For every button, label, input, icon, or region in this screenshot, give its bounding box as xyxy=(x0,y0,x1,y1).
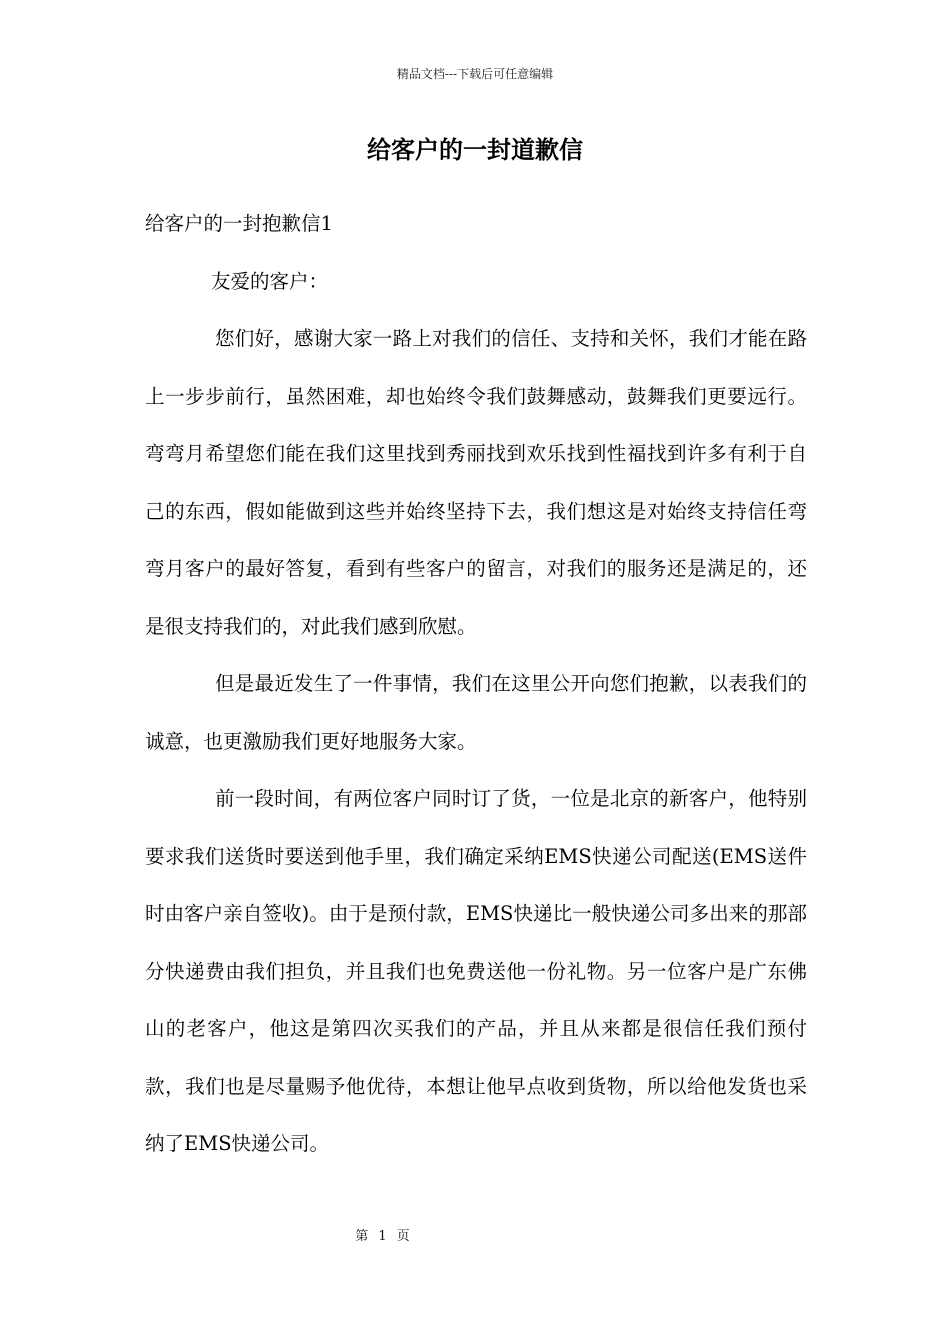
salutation: 友爱的客户： xyxy=(211,269,329,293)
paragraph-3: 前一段时间，有两位客户同时订了货，一位是北京的新客户，他特别要求我们送货时要送到他手里，我们确定采纳EMS快递公司配送(EMS送件时由客户亲自签收)。由于是预付款，EMS快递比一般快递公司多出来的那部分快递费由我们担负，并且我们也免费送他一份礼物。另一位客户是广东佛山的老客户，他这是第四次买我们的产品，并且从来都是很信任我们预付款，我们也是尽量赐予他优待，本想让他早点收到货物，所以给他发货也采纳了EMS快递公司。 xyxy=(145,787,807,1155)
page-number: 1 xyxy=(378,1229,387,1244)
page-header: 精品文档---下载后可任意编辑 xyxy=(396,67,554,81)
document-subtitle: 给客户的一封抱歉信1 xyxy=(145,212,333,235)
footer-prefix: 第 xyxy=(355,1229,369,1244)
document-body xyxy=(145,195,807,1173)
document-title: 给客户的一封道歉信 xyxy=(367,135,583,164)
page-footer xyxy=(0,1228,765,1246)
paragraph-1: 您们好，感谢大家一路上对我们的信任、支持和关怀，我们才能在路上一步步前行，虽然困难，却也始终令我们鼓舞感动，鼓舞我们更要远行。弯弯月希望您们能在我们这里找到秀丽找到欢乐找到性福找到许多有利于自己的东西，假如能做到这些并始终坚持下去，我们想这是对始终支持信任弯弯月客户的最好答复，看到有些客户的留言，对我们的服务还是满足的，还是很支持我们的，对此我们感到欣慰。 xyxy=(145,327,807,638)
paragraph-2: 但是最近发生了一件事情，我们在这里公开向您们抱歉，以表我们的诚意，也更激励我们更好地服务大家。 xyxy=(145,672,807,753)
footer-suffix: 页 xyxy=(396,1229,410,1244)
